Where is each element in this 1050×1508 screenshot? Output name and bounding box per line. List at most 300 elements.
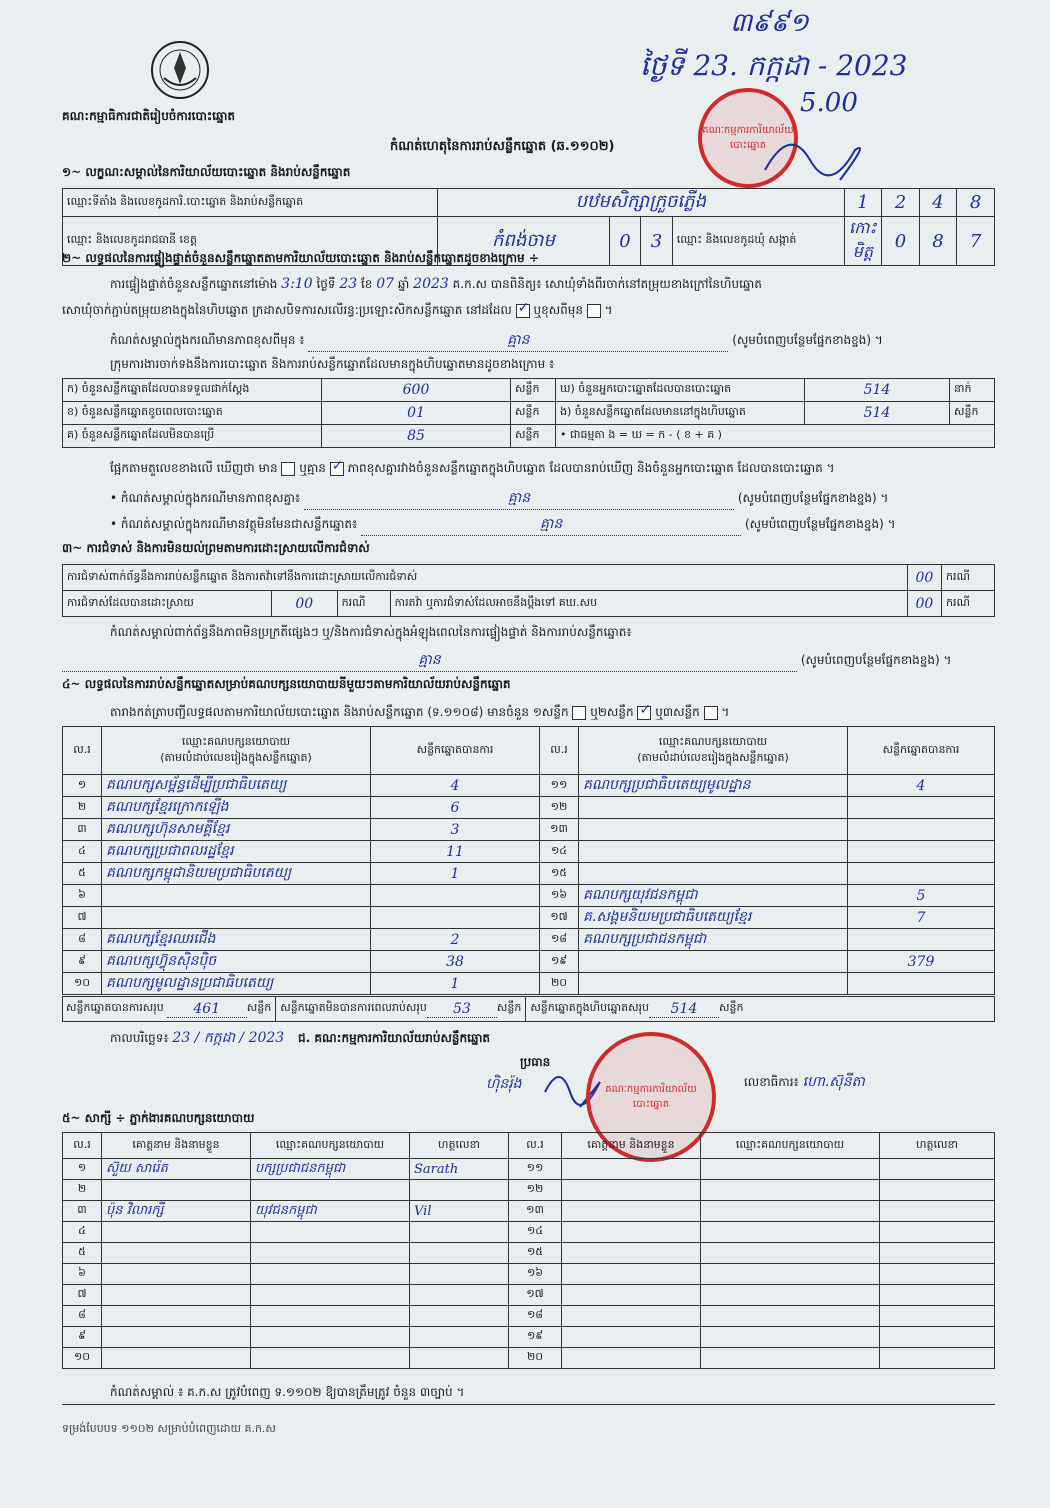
counts-table [62,378,995,448]
result-party-left: គណបក្សហ៊ុនសាមគ្គីខ្មែរ [102,819,371,841]
result-row [63,973,995,995]
witness-name-right [562,1306,701,1327]
secretary-label: លេខាធិការ៖ [744,1075,799,1089]
witness-name-right [562,1180,701,1201]
nec-emblem-icon [148,38,212,102]
witness-party-left [251,1180,410,1201]
section4-title: ៤~ លទ្ធផលនៃការរាប់សន្លឹកឆ្នោតសម្រាប់គណបក្សនយោបាយនីមួយៗតាមការិយាល័យរាប់សន្លឹកឆ្នោត [62,677,511,691]
check-rest: ភាពខុសគ្នារវាងចំនួនសន្លឹកឆ្នោតក្នុងហិបឆ្នោត ដែលបានរាប់ឃើញ និងចំនួនអ្នកបោះឆ្នោត ដែលបានបោះឆ្នោត ។ [347,461,835,475]
witness-no-left: ១០ [63,1348,102,1369]
secretary-row [744,1072,865,1093]
note2-hint: (សូមបំពេញបន្ថែមផ្នែកខាងខ្នង) ។ [737,491,889,505]
count-a-label: ក) ចំនួនសន្លឹកឆ្នោតដែលបានទទួលជាក់ស្តែង [63,379,322,402]
section4-sub-text: តារាងកត់ត្រាបញ្ជីលទ្ធផលតាមការិយាល័យបោះឆ្នោត និងរាប់សន្លឹកឆ្នោត (ទ.១១០៨) មានចំនួន ១សន្លឹក [110,705,569,719]
result-party-left: គណបក្សមូលដ្ឋានប្រជាធិបតេយ្យ [102,973,371,995]
witness-no-right: ២០ [509,1348,562,1369]
result-votes-left: 38 [371,951,540,973]
witness-no-right: ១១ [509,1159,562,1180]
witness-name-right [562,1159,701,1180]
check-or: ឬគ្មាន [299,461,326,475]
result-votes-left: 2 [371,929,540,951]
result-no-left: ៤ [63,841,102,863]
note1-row [110,330,995,352]
result-votes-right [848,819,995,841]
result-no-right: ១៧ [540,907,579,929]
result-party-left: គណបក្សខ្មែរក្រោកឡើង [102,797,371,819]
section3-note-row [62,650,951,672]
no-diff-checkbox[interactable] [330,462,344,476]
result-party-left: គណបក្សហ៊្វុនស៊ិនប៉ិច [102,951,371,973]
witness-name-left [102,1348,251,1369]
result-no-left: ៥ [63,863,102,885]
header-votes-left: សន្លឹកឆ្នោតបានការ [371,727,540,775]
result-party-left: គណបក្សខ្មែរឈរជើង [102,929,371,951]
note1-hint: (សូមបំពេញបន្ថែមផ្នែកខាងខ្នង) ។ [732,333,883,347]
line2-or: ឬខុសពីមុន [533,303,584,317]
objection-row2-unit: ករណី [337,591,390,617]
witness-party-left [251,1222,410,1243]
witness-party-left: បក្សប្រជាជនកម្ពុជា [251,1159,410,1180]
result-row [63,907,995,929]
note3-label: • កំណត់សម្គាល់ក្នុងករណីមានវត្ថុមិនមែនជាសន្លឹកឆ្នោត៖ [110,517,358,531]
commune-label: ឈ្មោះ និងលេខកូដឃុំ សង្កាត់ [672,217,844,266]
witness-party-right [701,1201,880,1222]
witness-party-right [701,1327,880,1348]
witness-row [63,1222,995,1243]
sub-2: ឬ២សន្លឹក [590,705,634,719]
seal-bottom-text: គណៈកម្មការការិយាល័យបោះឆ្នោត [605,1084,697,1110]
day-label: ថ្ងៃទី [316,277,336,291]
witness-sign-right [880,1243,995,1264]
line1-suffix: គ.ក.ស បានពិនិត្យ៖ សោឃុំទាំងពីរចាក់នៅតម្រុយខាងក្រៅនៃហិបឆ្នោត [452,277,762,291]
location-digit-2: 2 [882,189,920,217]
witness-name-left: ប៉ុន វិលារក្សី [102,1201,251,1222]
witness-row [63,1159,995,1180]
section3-note: កំណត់សម្គាល់ពាក់ព័ន្ធនឹងភាពមិនប្រក្រតីផ្សេងៗ ឬ/និងការជំទាស់ក្នុងអំឡុងពេលនៃការផ្ទៀងផ្ទាត់ និងការរាប់សន្លឹកឆ្នោត៖ [110,625,632,639]
different-checkbox[interactable] [587,304,601,318]
witness-sign-left: Vil [410,1201,509,1222]
header-party-right-1: ឈ្មោះគណបក្សនយោបាយ [658,734,768,748]
province-digit-2: 3 [641,217,673,266]
total-invalid-value: 53 [427,1001,497,1018]
date-value: 23 / កក្កដា / 2023 [172,1030,285,1046]
witness-party-left: យុវជនកម្ពុជា [251,1201,410,1222]
result-votes-right: 379 [848,951,995,973]
total-box-label: សន្លឹកឆ្នោតក្នុងហិបឆ្នោតសរុប [530,1001,650,1014]
year-label: ឆ្នាំ [397,277,410,291]
hw-time: 5.00 [800,88,858,118]
secretary-name: ហោ.ស៊ុនីតា [802,1074,865,1090]
location-digit-1: 1 [844,189,882,217]
same-checkbox[interactable] [516,304,530,318]
witness-name-right [562,1264,701,1285]
witness-no-right: ១៥ [509,1243,562,1264]
result-party-left [102,907,371,929]
objections-table [62,564,995,617]
total-invalid-label: សន្លឹកឆ្នោតមិនបានការពេលរាប់សរុប [280,1001,427,1014]
result-votes-right [848,973,995,995]
header-party-left-2: (តាមលំដាប់លេខរៀងក្នុងសន្លឹកឆ្នោត) [160,750,312,764]
result-row [63,775,995,797]
section4-sub: តារាងកត់ត្រាបញ្ជីលទ្ធផលតាមការិយាល័យបោះឆ្នោត និងរាប់សន្លឹកឆ្នោត (ទ.១១០៨) មានចំនួន ១សន្លឹក ឬ២សន្លឹក ✓ ឬ៣សន្លឹក ។ [110,704,729,722]
result-no-right: ១៨ [540,929,579,951]
witness-party-left [251,1285,410,1306]
objection-row2b-unit: ករណី [942,591,995,617]
result-votes-right: 5 [848,885,995,907]
note3-fill: គ្មាន [361,514,741,536]
form-code: ទម្រង់បែបបទ ១១០២ សម្រាប់បំពេញដោយ គ.ក.ស [62,1422,276,1435]
result-votes-right [848,929,995,951]
footer-divider [62,1404,995,1405]
president-name: ហ៊ិនរ៉ុង [486,1076,522,1092]
year-value: 2023 [413,276,449,292]
location-digit-3: 4 [919,189,957,217]
total-box-value: 514 [649,1001,719,1018]
header-party-right [579,727,848,775]
witness-party-right [701,1306,880,1327]
witness-no-right: ១៣ [509,1201,562,1222]
time-value: 3:10 [281,276,313,292]
result-row [63,797,995,819]
witness-row [63,1201,995,1222]
witness-row [63,1180,995,1201]
month-label: ខែ [360,277,373,291]
count-d-value: 514 [805,379,950,402]
result-row [63,863,995,885]
result-no-right: ១១ [540,775,579,797]
result-party-right [579,951,848,973]
witness-row [63,1306,995,1327]
count-b-label: ខ) ចំនួនសន្លឹកឆ្នោតខូចពេលបោះឆ្នោត [63,402,322,425]
result-no-left: ១ [63,775,102,797]
result-party-right [579,797,848,819]
header-no-right: ល.រ [540,727,579,775]
witness-no-left: ៦ [63,1264,102,1285]
total-valid-value: 461 [167,1001,247,1018]
witness-name-left [102,1285,251,1306]
result-votes-left: 3 [371,819,540,841]
header-party-right-2: (តាមលំដាប់លេខរៀងក្នុងសន្លឹកឆ្នោត) [637,750,789,764]
seal-text: គណៈកម្មការការិយាល័យបោះឆ្នោត [702,125,794,151]
result-votes-right: 7 [848,907,995,929]
section1-title: ១~ លក្ខណ:សម្គាល់នៃការិយាល័យបោះឆ្នោត និងរាប់សន្លឹកឆ្នោត [62,165,351,179]
date-label: កាលបរិច្ឆេទ៖ [110,1031,169,1045]
objection-row1-unit: ករណី [942,565,995,591]
witness-row [63,1264,995,1285]
witness-party-right [701,1159,880,1180]
result-no-left: ៩ [63,951,102,973]
witness-sign-right [880,1306,995,1327]
committee-name: គណ:កម្មាធិការជាតិរៀបចំការបោះឆ្នោត [62,109,236,123]
result-votes-left: 6 [371,797,540,819]
result-votes-left [371,885,540,907]
section3-note-hint: (សូមបំពេញបន្ថែមផ្នែកខាងខ្នង) ។ [800,653,952,667]
witness-name-left [102,1264,251,1285]
header-party-left [102,727,371,775]
count-e-unit: សន្លឹក [950,402,995,425]
province-value: កំពង់ចាម [438,217,610,266]
result-votes-right [848,797,995,819]
section2-title: ២~ លទ្ធផលនៃការផ្ទៀងផ្ទាត់ចំនួនសន្លឹកឆ្នោតតាមការិយាល័យបោះឆ្នោត និងរាប់សន្លឹកឆ្នោតដូចខាងក្រោម ÷ [62,251,539,265]
result-row [63,951,995,973]
witness-sign-right [880,1264,995,1285]
one-sheet-checkbox[interactable] [572,706,586,720]
witness-sign-right [880,1285,995,1306]
witness-col-sign-right: ហត្ថលេខា [880,1133,995,1159]
result-votes-left: 11 [371,841,540,863]
witness-sign-right [880,1159,995,1180]
witness-col-no-left: ល.រ [63,1133,102,1159]
witness-name-left [102,1180,251,1201]
result-no-right: ១២ [540,797,579,819]
result-row [63,885,995,907]
witness-col-name-left: គោត្តនាម និងនាមខ្លួន [102,1133,251,1159]
witness-no-right: ១៦ [509,1264,562,1285]
count-d-label: ឃ) ចំនួនអ្នកបោះឆ្នោតដែលបានបោះឆ្នោត [556,379,805,402]
location-digit-4: 8 [957,189,995,217]
result-no-left: ១០ [63,973,102,995]
objection-row1-value: 00 [907,565,941,591]
month-value: 07 [376,276,395,292]
results-table [62,726,995,995]
objection-row2b-value: 00 [907,591,941,617]
witness-row [63,1327,995,1348]
witness-party-left [251,1264,410,1285]
witness-no-left: ១ [63,1159,102,1180]
witness-sign-left [410,1348,509,1369]
witness-row [63,1243,995,1264]
section3-title: ៣~ ការជំទាស់ និងការមិនយល់ព្រមតាមការដោះស្រាយលើការជំទាស់ [62,541,370,555]
result-votes-left [371,907,540,929]
result-row [63,841,995,863]
location-value: បឋមសិក្សាក្រួចភ្លើង [438,189,845,217]
note1-fill: គ្មាន [308,330,728,352]
result-votes-left: 1 [371,863,540,885]
witness-sign-left [410,1327,509,1348]
result-no-left: ២ [63,797,102,819]
result-no-right: ១៦ [540,885,579,907]
witness-col-party-right: ឈ្មោះគណបក្សនយោបាយ [701,1133,880,1159]
witness-party-right [701,1264,880,1285]
total-box-unit: សន្លឹក [719,1001,744,1014]
province-digit-1: 0 [609,217,641,266]
result-votes-left: 4 [371,775,540,797]
witness-name-right [562,1222,701,1243]
witness-no-left: ៤ [63,1222,102,1243]
result-no-left: ៦ [63,885,102,907]
witness-no-right: ១៧ [509,1285,562,1306]
commune-digit-2: 8 [919,217,957,266]
section2-line1 [110,276,762,294]
section3-note-fill: គ្មាន [62,650,797,672]
results-body [63,775,995,995]
result-votes-right [848,841,995,863]
note2-row [110,488,888,510]
three-sheet-checkbox[interactable] [704,706,718,720]
total-valid-unit: សន្លឹក [246,1001,272,1014]
witness-sign-left [410,1222,509,1243]
witness-body [63,1159,995,1369]
section2-line2: សោឃុំចាក់ភ្ជាប់តម្រុយខាងក្នុងនៃហិបឆ្នោត ក្រដាសបិទការសលើរន្ធ:ប្រឡោះសិកសន្លឹកឆ្នោត នៅដដែល ✓ ឬខុសពីមុន ។ [62,302,613,320]
witness-col-party-left: ឈ្មោះគណបក្សនយោបាយ [251,1133,410,1159]
footer-note: កំណត់សម្គាល់ ៖ គ.ក.ស ត្រូវបំពេញ ទ.១១០២ ឱ្យបានត្រឹមត្រូវ ចំនួន ៣ច្បាប់ ។ [110,1385,465,1399]
count-c-value: 85 [322,425,511,448]
objection-row2-label: ការជំទាស់ដែលបានដោះស្រាយ [63,591,272,617]
witness-name-left [102,1222,251,1243]
result-votes-left: 1 [371,973,540,995]
witness-sign-left [410,1180,509,1201]
section5-title: ៥~ សាក្សី ÷ ភ្នាក់ងារគណបក្សនយោបាយ [62,1111,255,1125]
note1-label: កំណត់សម្គាល់ក្នុងករណីមានភាពខុសពីមុន ៖ [110,333,305,347]
count-a-unit: សន្លឹក [511,379,556,402]
totals-row [62,996,995,1022]
note2-label: • កំណត់សម្គាល់ក្នុងករណីមានភាពខុសគ្នា៖ [110,491,301,505]
result-row [63,929,995,951]
witness-party-left [251,1306,410,1327]
witness-name-right [562,1201,701,1222]
witness-no-right: ១៩ [509,1327,562,1348]
witness-sign-right [880,1201,995,1222]
witness-row [63,1348,995,1369]
witness-no-right: ១៤ [509,1222,562,1243]
result-party-left: គណបក្សសម្ព័ន្ធដើម្បីប្រជាធិបតេយ្យ [102,775,371,797]
objection-row1-label: ការជំទាស់ពាក់ព័ន្ធនឹងការរាប់សន្លឹកឆ្នោត និងការតវ៉ាទៅនឹងការដោះស្រាយលើការជំទាស់ [63,565,908,591]
count-a-value: 600 [322,379,511,402]
objection-row2-value: 00 [272,591,338,617]
witness-sign-right [880,1222,995,1243]
result-party-left: គណបក្សប្រជាពលរដ្ឋខ្មែរ [102,841,371,863]
witness-party-left [251,1327,410,1348]
witness-no-left: ៧ [63,1285,102,1306]
day-value: 23 [339,276,358,292]
witness-name-left [102,1327,251,1348]
witness-name-right [562,1327,701,1348]
commune-digit-3: 7 [957,217,995,266]
result-party-right [579,863,848,885]
province-label: ឈ្មោះ និងលេខកូដរាជធានី ខេត្ត [63,217,438,266]
result-votes-right: 4 [848,775,995,797]
section2-intro: ក្រុមការងារចាក់ទងនឹងការបោះឆ្នោត និងការរាប់សន្លឹកឆ្នោតដែលមានក្នុងហិបឆ្នោតមានដូចខាងក្រោម ៖ [110,357,555,371]
result-party-right: គ.សង្គមនិយមប្រជាធិបតេយ្យខ្មែរ [579,907,848,929]
result-party-right [579,973,848,995]
witness-party-right [701,1285,880,1306]
note2-fill: គ្មាន [304,488,734,510]
witness-no-left: ៩ [63,1327,102,1348]
count-c-unit: សន្លឹក [511,425,556,448]
result-party-right: គណបក្សប្រជាជនកម្ពុជា [579,929,848,951]
header-no-left: ល.រ [63,727,102,775]
witness-party-left [251,1243,410,1264]
result-party-right [579,819,848,841]
formula-label: • ជាធម្មតា ង = ឃ = ក - ( ខ + គ ) [556,425,995,448]
witness-party-right [701,1243,880,1264]
discrepancy-row [110,460,835,478]
witness-name-left [102,1243,251,1264]
objection-row2b-label: ការតវ៉ា ឬការជំទាស់ដែលអាចនឹងប្តឹងទៅ គឃ.សប [390,591,907,617]
witness-sign-left: Sarath [410,1159,509,1180]
result-votes-right [848,863,995,885]
date-row [110,1028,490,1049]
witness-sign-left [410,1306,509,1327]
result-party-right: គណបក្សប្រជាធិបតេយ្យមូលដ្ឋាន [579,775,848,797]
count-e-value: 514 [805,402,950,425]
witness-col-no-right: ល.រ [509,1133,562,1159]
count-d-unit: នាក់ [950,379,995,402]
witness-row [63,1285,995,1306]
count-e-label: ង) ចំនួនសន្លឹកឆ្នោតដែលមាននៅក្នុងហិបឆ្នោត [556,402,805,425]
result-party-left: គណបក្សកម្ពុជានិយមប្រជាធិបតេយ្យ [102,863,371,885]
total-invalid-unit: សន្លឹក [496,1001,522,1014]
location-label: ឈ្មោះទីតាំង និងលេខកូដការិ.បោះឆ្នោត និងរាប់សន្លឹកឆ្នោត [63,189,438,217]
witness-party-right [701,1348,880,1369]
witness-party-left [251,1348,410,1369]
two-sheet-checkbox[interactable] [637,706,651,720]
line1-prefix: ការផ្ទៀងផ្ទាត់ចំនួនសន្លឹកឆ្នោតនៅម៉ោង [110,277,278,291]
result-no-right: ១៥ [540,863,579,885]
witness-name-left [102,1306,251,1327]
header-votes-right: សន្លឹកឆ្នោតបានការ [848,727,995,775]
result-no-right: ១៣ [540,819,579,841]
witness-no-left: ៣ [63,1201,102,1222]
witness-sign-left [410,1264,509,1285]
witness-no-right: ១៨ [509,1306,562,1327]
result-no-right: ១៤ [540,841,579,863]
result-party-right: គណបក្សយុវជនកម្ពុជា [579,885,848,907]
hw-number: ៣៩៩១ [730,8,809,38]
result-party-left [102,885,371,907]
has-diff-checkbox[interactable] [281,462,295,476]
witness-name-right [562,1243,701,1264]
witness-party-right [701,1222,880,1243]
commune-digit-1: 0 [882,217,920,266]
hw-date: ថ្ងៃទី 23. កក្កដា - 2023 [640,49,908,82]
witness-sign-left [410,1285,509,1306]
note3-hint: (សូមបំពេញបន្ថែមផ្នែកខាងខ្នង) ។ [744,517,896,531]
result-no-left: ៣ [63,819,102,841]
witness-sign-left [410,1243,509,1264]
witness-no-left: ៨ [63,1306,102,1327]
witness-no-left: ២ [63,1180,102,1201]
witness-party-right [701,1180,880,1201]
witness-name-right [562,1285,701,1306]
form-title: កំណត់ហេតុនៃការរាប់សន្លឹកឆ្នោត (ឆ.១១០២) [390,139,615,154]
witness-name-right [562,1348,701,1369]
witness-no-left: ៥ [63,1243,102,1264]
result-no-right: ១៩ [540,951,579,973]
witness-col-sign-left: ហត្ថលេខា [410,1133,509,1159]
committee-sign-label: ជ. គណ:កម្មការការិយាល័យរាប់សន្លឹកឆ្នោត [298,1031,490,1045]
count-c-label: គ) ចំនួនសន្លឹកឆ្នោតដែលមិនបានប្រើ [63,425,322,448]
note3-row [110,514,896,536]
sub-3: ឬ៣សន្លឹក [655,705,700,719]
result-row [63,819,995,841]
total-valid-label: សន្លឹកឆ្នោតបានការសរុប [66,1001,164,1014]
witness-sign-right [880,1327,995,1348]
witness-sign-right [880,1180,995,1201]
president-label: ប្រធាន [520,1055,551,1069]
witness-no-right: ១២ [509,1180,562,1201]
header-party-left-1: ឈ្មោះគណបក្សនយោបាយ [181,734,291,748]
line2-text: សោឃុំចាក់ភ្ជាប់តម្រុយខាងក្នុងនៃហិបឆ្នោត ក្រដាសបិទការសលើរន្ធ:ប្រឡោះសិកសន្លឹកឆ្នោត នៅដដែល [62,303,512,317]
result-party-right [579,841,848,863]
check-line: ផ្អែកតាមតួលេខខាងលើ ឃើញថា មាន [110,461,278,475]
witness-table [62,1132,995,1369]
result-no-right: ២០ [540,973,579,995]
witness-name-left: ស៊ួយ សារ៉េត [102,1159,251,1180]
signature-top [760,120,880,190]
witness-col-name-right: គោត្តនាម និងនាមខ្លួន [562,1133,701,1159]
result-no-left: ៧ [63,907,102,929]
